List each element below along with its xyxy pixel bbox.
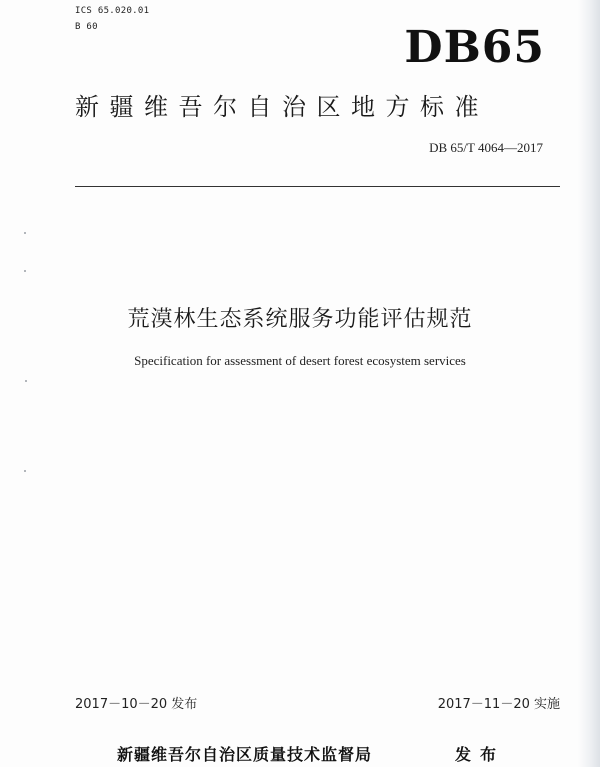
issue-label: 发布 (455, 745, 506, 764)
scan-speck (25, 380, 27, 382)
ics-code: ICS 65.020.01 (75, 6, 150, 16)
document-title-english: Specification for assessment of desert forest ecosystem services (134, 353, 466, 368)
ccs-code: B 60 (75, 22, 98, 32)
implementation-date: 2017－11－20 实施 (437, 697, 560, 712)
document-title-chinese: 荒漠林生态系统服务功能评估规范 (127, 307, 473, 332)
organization-title: 新疆维吾尔自治区地方标准 (75, 93, 489, 121)
scan-shadow-edge (578, 0, 600, 767)
standard-number: DB 65/T 4064—2017 (429, 140, 543, 155)
scan-speck (24, 270, 26, 272)
standard-code-mark: DB65 (404, 22, 545, 73)
release-date: 2017－10－20 发布 (75, 697, 198, 712)
issuing-authority: 新疆维吾尔自治区质量技术监督局 (117, 745, 373, 764)
scan-speck (24, 232, 26, 234)
header-divider (75, 186, 560, 187)
scan-speck (24, 470, 26, 472)
